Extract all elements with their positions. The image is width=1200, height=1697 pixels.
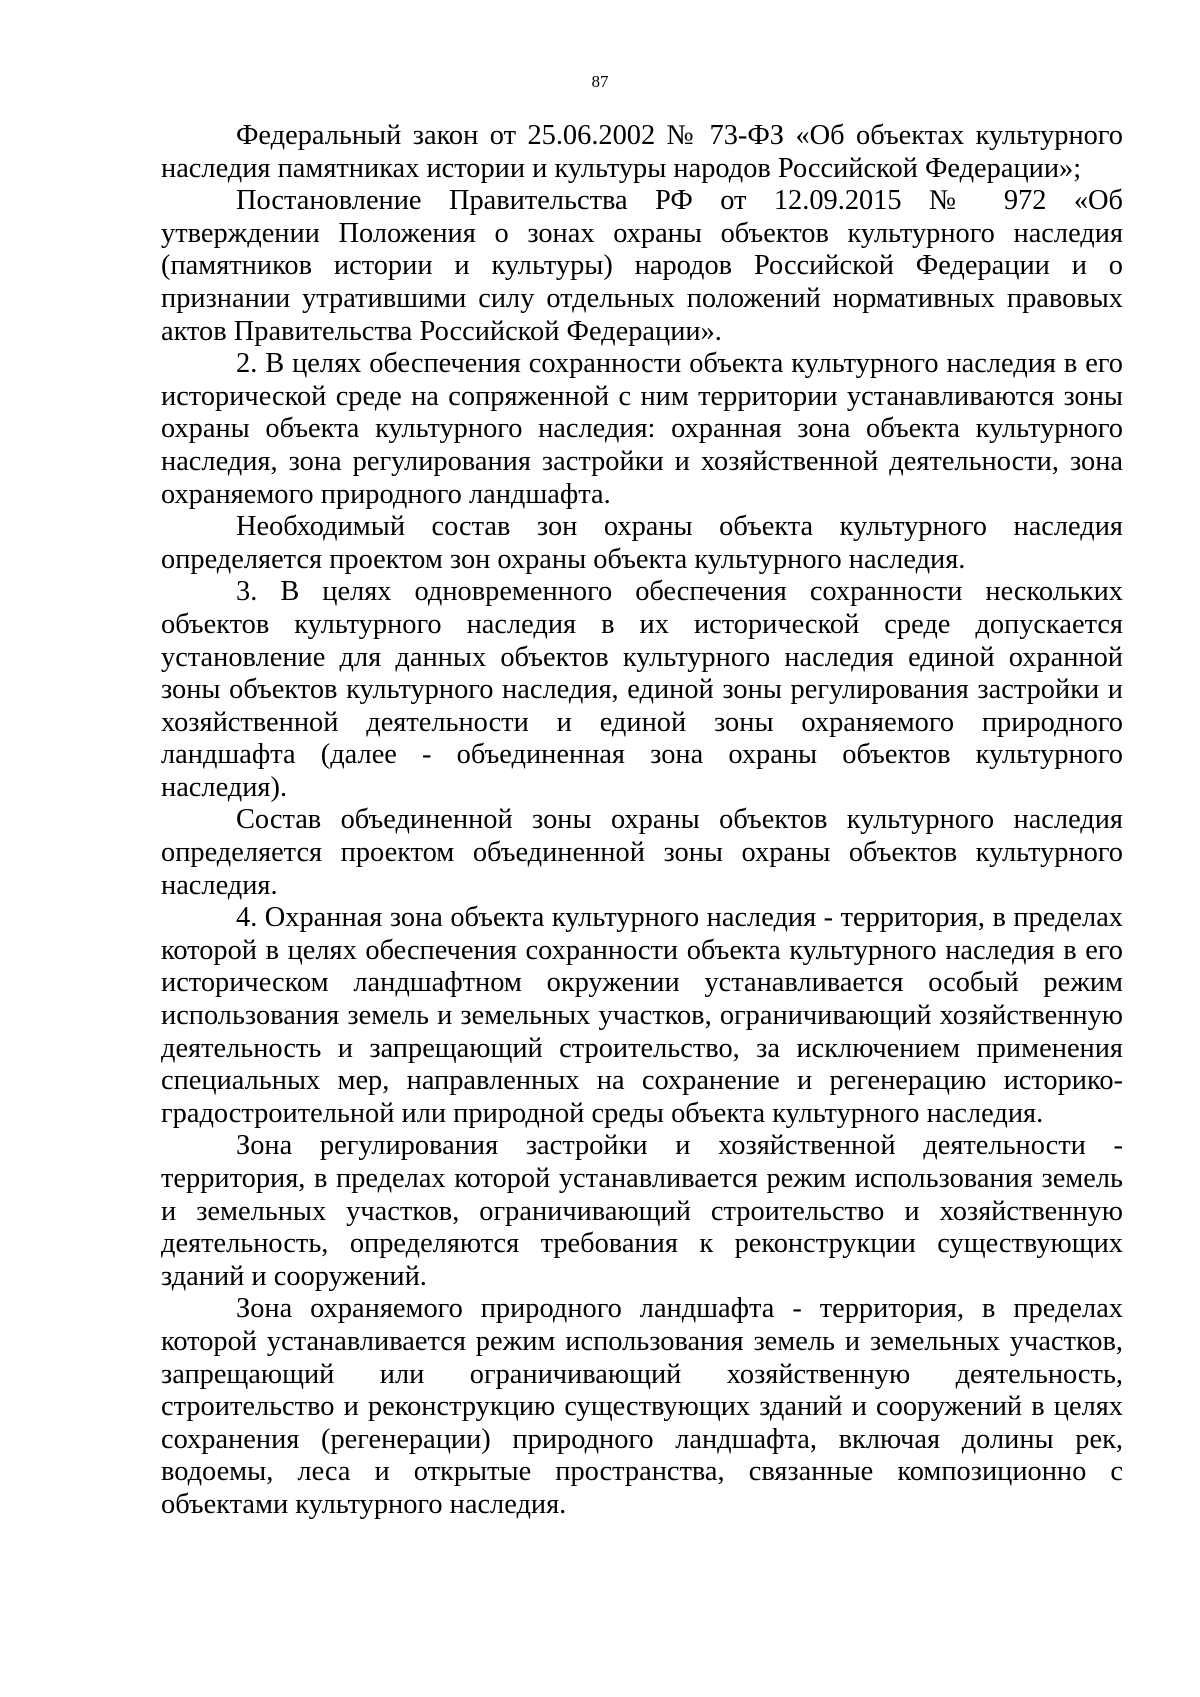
paragraph-regulation-zone: Зона регулирования застройки и хозяйственной деятельности - территория, в пределах которой устанавливается режим использования земель и земельных участков, ограничивающий строительство и хозяйственную деятельность, определяются требования к реконструкции существующих зданий и сооружений. [161, 1130, 1123, 1292]
paragraph-landscape-zone: Зона охраняемого природного ландшафта - территория, в пределах которой устанавливается режим использования земель и земельных участков, запрещающий или ограничивающий хозяйственную деятельность, строительство и реконструкцию существующих зданий и сооружений в целях сохранения (регенерации) природного ландшафта, включая долины рек, водоемы, леса и открытые пространства, связанные композиционно с объектами культурного наследия. [161, 1293, 1123, 1520]
document-body [161, 120, 1123, 1522]
paragraph-item-2: 2. В целях обеспечения сохранности объекта культурного наследия в его исторической среде на сопряженной с ним территории устанавливаются зоны охраны объекта культурного наследия: охранная зона объекта культурного наследия, зона регулирования застройки и хозяйственной деятельности, зона охраняемого природного ландшафта. [161, 348, 1123, 510]
page-number: 87 [591, 72, 609, 91]
paragraph-item-4: 4. Охранная зона объекта культурного наследия - территория, в пределах которой в целях обеспечения сохранности объекта культурного наследия в его историческом ландшафтном окружении устанавливается особый режим использования земель и земельных участков, ограничивающий хозяйственную деятельность и запрещающий строительство, за исключением применения специальных мер, направленных на сохранение и регенерацию историко-градостроительной или природной среды объекта культурного наследия. [161, 902, 1123, 1129]
paragraph-item-3: 3. В целях одновременного обеспечения сохранности нескольких объектов культурного наследия в их исторической среде допускается установление для данных объектов культурного наследия единой охранной зоны объектов культурного наследия, единой зоны регулирования застройки и хозяйственной деятельности и единой зоны охраняемого природного ландшафта (далее - объединенная зона охраны объектов культурного наследия). [161, 576, 1123, 803]
paragraph-item-2-composition: Необходимый состав зон охраны объекта культурного наследия определяется проектом зон охраны объекта культурного наследия. [161, 511, 1123, 575]
paragraph-federal-law: Федеральный закон от 25.06.2002 № 73-ФЗ «Об объектах культурного наследия памятниках истории и культуры народов Российской Федерации»; [161, 120, 1123, 184]
paragraph-government-decree: Постановление Правительства РФ от 12.09.2015 № 972 «Об утверждении Положения о зонах охраны объектов культурного наследия (памятников истории и культуры) народов Российской Федерации и о признании утратившими силу отдельных положений нормативных правовых актов Правительства Российской Федерации». [161, 185, 1123, 347]
paragraph-item-3-composition: Состав объединенной зоны охраны объектов культурного наследия определяется проектом объединенной зоны охраны объектов культурного наследия. [161, 804, 1123, 901]
